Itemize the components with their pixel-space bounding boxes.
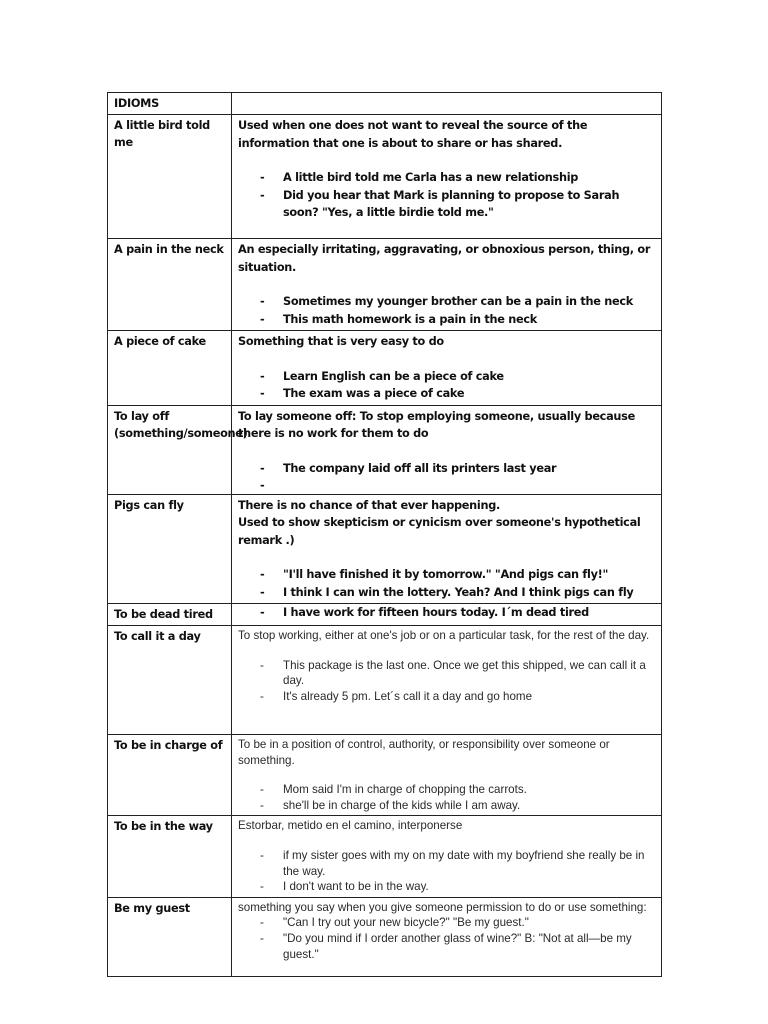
- list-item: - Mom said I'm in charge of chopping the carrots.: [260, 783, 527, 797]
- idiom-term: Be my guest: [108, 897, 232, 976]
- list-item: - "Do you mind if I order another glass of wine?" B: "Not at all—be my guest.": [260, 931, 632, 961]
- idiom-definition-cell: [232, 816, 662, 897]
- example-list: [238, 782, 655, 813]
- list-item: - I think I can win the lottery. Yeah? And I think pigs can fly: [260, 585, 634, 599]
- list-item: - Did you hear that Mark is planning to propose to Sarah soon? "Yes, a little birdie told me.": [260, 188, 620, 219]
- idiom-term: To lay off (something/someone): [108, 405, 232, 494]
- idiom-term: To call it a day: [108, 626, 232, 735]
- table-row: [108, 897, 662, 976]
- list-item: - A little bird told me Carla has a new relationship: [260, 171, 579, 184]
- definition-text: Used to show skepticism or cynicism over someone's hypothetical remark .): [238, 516, 641, 547]
- example-list: [238, 915, 655, 962]
- example-list: [238, 368, 655, 403]
- table-row: [108, 816, 662, 897]
- list-item: - This math homework is a pain in the neck: [260, 312, 537, 326]
- idiom-term: A little bird told me: [108, 115, 232, 239]
- example-text: It's already 5 pm. Let´s call it a day and go home: [283, 689, 533, 703]
- example-list: [238, 566, 655, 601]
- idiom-term: To be dead tired: [108, 604, 232, 626]
- example-text: I don't want to be in the way.: [283, 880, 429, 894]
- idiom-definition-cell: [232, 405, 662, 494]
- table-header-row: [108, 93, 662, 115]
- idiom-term: A pain in the neck: [108, 239, 232, 331]
- definition-text: To be in a position of control, authority, or responsibility over someone or something.: [238, 738, 610, 767]
- example-text: "I'll have finished it by tomorrow." "And pigs can fly!": [283, 568, 609, 581]
- table-row: [108, 604, 662, 626]
- example-text: Mom said I'm in charge of chopping the carrots.: [283, 783, 527, 797]
- table-row: [108, 735, 662, 816]
- list-item: - It's already 5 pm. Let´s call it a day and go home: [260, 689, 533, 703]
- list-item: - "Can I try out your new bicycle?" "Be my guest.": [260, 916, 529, 930]
- idiom-term: To be in the way: [108, 816, 232, 897]
- list-item: - I have work for fifteen hours today. I´m dead tired: [260, 606, 589, 619]
- list-item: - I don't want to be in the way.: [260, 880, 429, 894]
- idiom-definition-cell: [232, 897, 662, 976]
- definition-text: There is no chance of that ever happening.: [238, 498, 500, 512]
- list-item: - Sometimes my younger brother can be a pain in the neck: [260, 295, 633, 308]
- idiom-definition-cell: [232, 331, 662, 406]
- table-row: [108, 405, 662, 494]
- idioms-table: [107, 92, 662, 977]
- example-list: - The company laid off all its printers last year -: [238, 460, 655, 478]
- example-list: [238, 848, 655, 895]
- definition-text: Something that is very easy to do: [238, 335, 444, 348]
- example-list: [238, 169, 655, 222]
- table-header-empty-cell: [232, 93, 662, 115]
- example-list: [238, 658, 655, 705]
- example-text: I think I can win the lottery. Yeah? And I think pigs can fly: [283, 585, 634, 599]
- list-item: - The company laid off all its printers last year: [260, 461, 557, 475]
- table-row: [108, 331, 662, 406]
- idiom-term: A piece of cake: [108, 331, 232, 406]
- idiom-definition-cell: [232, 626, 662, 735]
- example-text: Did you hear that Mark is planning to propose to Sarah soon? "Yes, a little birdie told me.": [283, 188, 620, 219]
- definition-text: An especially irritating, aggravating, or obnoxious person, thing, or situation.: [238, 243, 651, 274]
- example-text: Learn English can be a piece of cake: [283, 369, 504, 383]
- table-row: [108, 626, 662, 735]
- idiom-definition-cell: [232, 735, 662, 816]
- list-item: - "I'll have finished it by tomorrow." "And pigs can fly!": [260, 568, 609, 581]
- example-list: [238, 293, 655, 328]
- list-item: - This package is the last one. Once we get this shipped, we can call it a day.: [260, 658, 646, 688]
- example-text: This math homework is a pain in the neck: [283, 312, 537, 326]
- idiom-definition-cell: [232, 604, 662, 626]
- example-text: I have work for fifteen hours today. I´m dead tired: [283, 606, 589, 619]
- idiom-term: Pigs can fly: [108, 494, 232, 604]
- example-text: This package is the last one. Once we get this shipped, we can call it a day.: [283, 658, 646, 688]
- example-text: The company laid off all its printers last year: [283, 461, 557, 475]
- example-text: A little bird told me Carla has a new relationship: [283, 171, 579, 184]
- list-item: - The exam was a piece of cake: [260, 387, 465, 400]
- definition-text: To stop working, either at one's job or on a particular task, for the rest of the day.: [238, 629, 650, 642]
- idiom-definition-cell: [232, 494, 662, 604]
- example-text: she'll be in charge of the kids while I am away.: [283, 798, 521, 812]
- table-row: [108, 239, 662, 331]
- list-item: - if my sister goes with my on my date with my boyfriend she really be in the way.: [260, 848, 645, 878]
- example-text: "Can I try out your new bicycle?" "Be my guest.": [283, 916, 529, 930]
- table-row: [108, 494, 662, 604]
- list-item: - Learn English can be a piece of cake: [260, 369, 504, 383]
- example-text: The exam was a piece of cake: [283, 387, 465, 400]
- definition-text: Estorbar, metido en el camino, interponerse: [238, 819, 463, 833]
- list-item: - she'll be in charge of the kids while I am away.: [260, 798, 521, 812]
- example-text: Sometimes my younger brother can be a pain in the neck: [283, 295, 633, 308]
- example-list: [238, 604, 655, 622]
- table-row: [108, 115, 662, 239]
- definition-text: To lay someone off: To stop employing someone, usually because there is no work for them to do: [238, 409, 635, 440]
- idiom-term: To be in charge of: [108, 735, 232, 816]
- table-header-cell: IDIOMS: [108, 93, 232, 115]
- idiom-definition-cell: [232, 239, 662, 331]
- example-text: "Do you mind if I order another glass of wine?" B: "Not at all—be my guest.": [283, 931, 632, 961]
- idiom-definition-cell: [232, 115, 662, 239]
- example-text: if my sister goes with my on my date with my boyfriend she really be in the way.: [283, 848, 645, 878]
- definition-text: something you say when you give someone permission to do or use something:: [238, 900, 647, 914]
- definition-text: Used when one does not want to reveal the source of the information that one is about to share or has shared.: [238, 119, 588, 150]
